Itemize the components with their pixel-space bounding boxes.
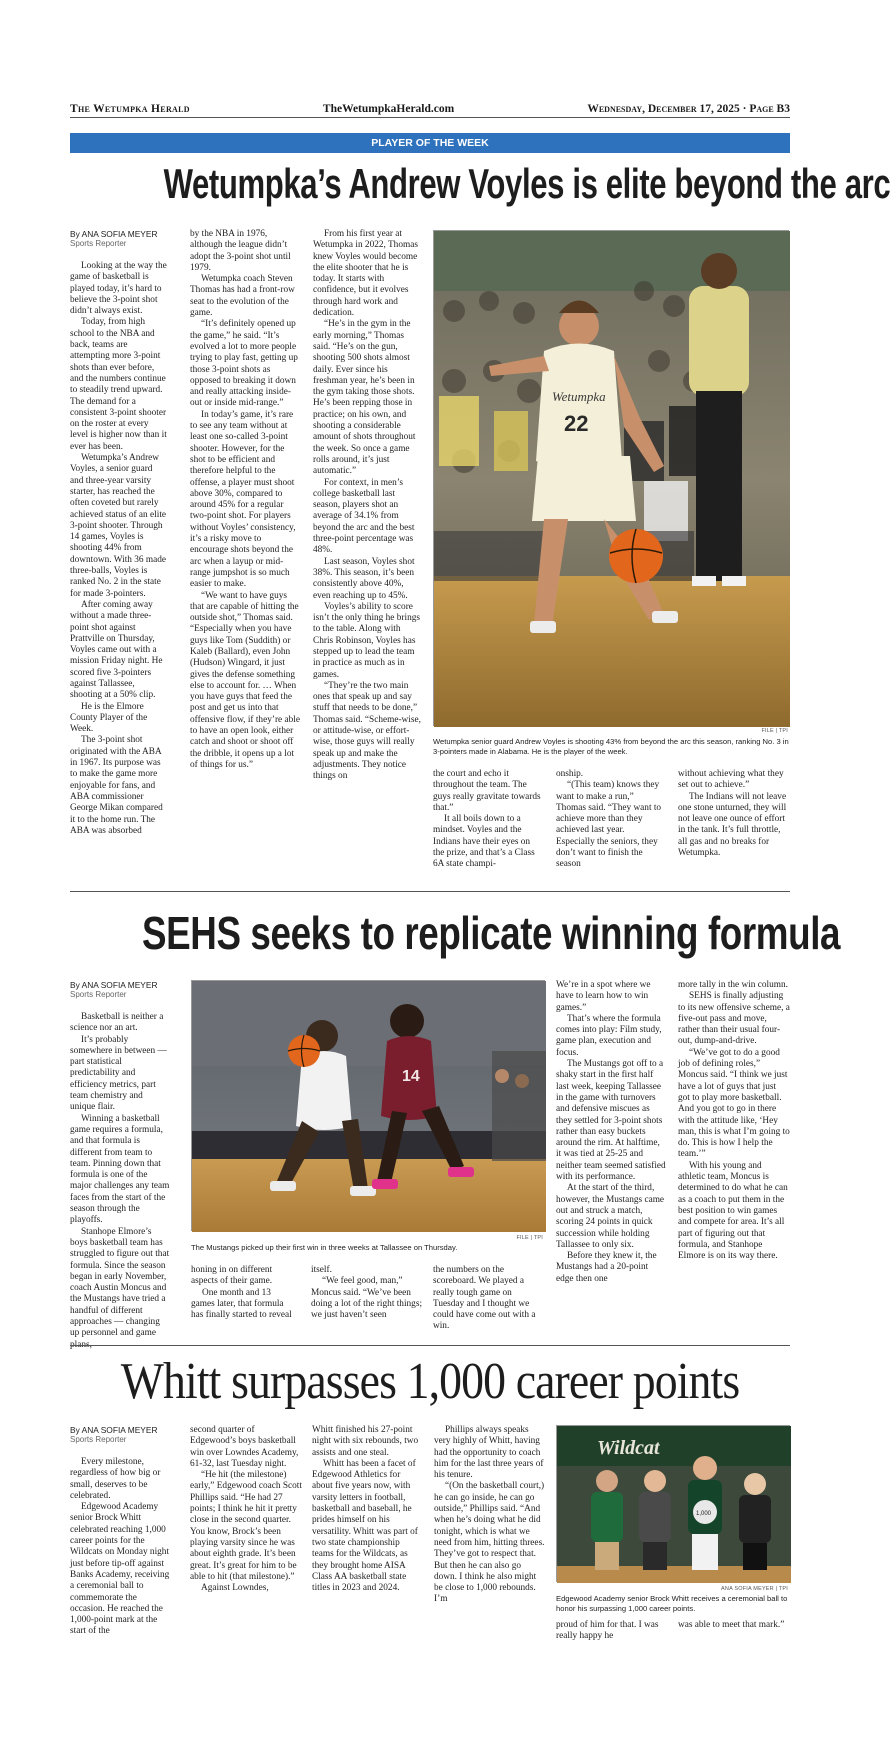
paragraph: Stanhope Elmore’s boys basketball team has struggled to figure out that formula. Since the season began in early November, coach Austin Moncus and the Mustangs have tried a handful of different approaches — changing up personnel and game [70, 1226, 170, 1339]
paragraph: Whitt finished his 27-point night with six rebounds, two assists and one steal. [312, 1425, 419, 1458]
paragraph: From his first year at Wetumpka in 2022, Thomas knew Voyles would become the elite shooter that he is today. It starts with confidence, but it evolves through hard work and dedication. [313, 229, 418, 319]
story1-column-5 [556, 769, 664, 881]
paragraph: “He hit (the milestone) early,” Edgewood coach Scott Phillips said. “He had 27 points; I think he hit it pretty close in the second quarter. You know, Brock’s been playing varsity since he was about eighth grade. It’s been great. It’s great for him to be able to hit (that milestone).” [190, 1470, 302, 1582]
story3-column-4 [434, 1425, 546, 1675]
section-kicker: PLAYER OF THE WEEK [70, 133, 790, 153]
paragraph: Phillips always speaks very highly of Whitt, having had the opportunity to coach him for the last three years of his tenure. [434, 1425, 544, 1481]
story1-column-2 [190, 229, 300, 877]
paragraph: “It’s definitely opened up the game,” he said. “It’s evolved a lot to more people trying to play fast, getting up those 3-point shots as opposed to breaking it down and really attacking inside-out or inside mid-range.” [190, 319, 298, 409]
paragraph: The 3-point shot originated with the ABA in 1967. Its purpose was to make the game more enjoyable for fans, and ABA commissioner George Mikan compared it to the home run. The ABA was absorbed [70, 735, 163, 836]
story2-photo [191, 980, 545, 1231]
story1-column-1 [70, 229, 168, 877]
story1-headline: Wetumpka’s Andrew Voyles is elite beyond the arc [163, 160, 890, 207]
paragraph: For context, in men’s college basketball last season, players shot an average of 34.1% from beyond the arc and the best three-point percentage was 48%. [313, 477, 415, 556]
story3-column-1 [70, 1425, 170, 1675]
story2-role: Sports Reporter [70, 990, 127, 999]
paragraph: He is the Elmore County Player of the Week. [70, 701, 148, 735]
jersey-text: Wetumpka [552, 389, 606, 404]
paragraph: At the start of the third, however, the Mustangs came out and struck a match, scoring 24 points in quick succession while holding Tallassee to only six. [556, 1183, 665, 1250]
jersey-number: 22 [564, 411, 589, 436]
paragraph: onship. [556, 769, 584, 779]
paragraph: With his young and athletic team, Moncus is determined to do what he can as a coach to put them in the best position to win games and compete for area. It’s all part of figuring out that formula, and Stanhope Elmore is on its way there. [678, 1160, 788, 1262]
story3-photo-caption: Edgewood Academy senior Brock Whitt receives a ceremonial ball to honor his surpassing 1,000 career points. [556, 1594, 788, 1613]
story2-byline: By ANA SOFIA MEYER [70, 980, 158, 990]
story2-column-1 [70, 980, 170, 1340]
paragraph: SEHS is finally adjusting to its new offensive scheme, a five-out pass and move, rather than their usual four-out, dump-and-drive. [678, 991, 790, 1047]
paragraph: That’s where the formula comes into play: Film study, game plan, execution and focus. [556, 1013, 662, 1058]
paragraph: “We’ve got to do a good job of defining roles,” Moncus said. “I think we just have a lot of guys that just got to play more basketball. And you got to go in there with the attitude like, ‘Hey man, this is what I’m going to do. This is how I help the team.’” [678, 1047, 790, 1160]
story2-column-6 [678, 980, 790, 1340]
paragraph: Every milestone, regardless of how big or small, deserves to be celebrated. [70, 1457, 161, 1501]
paragraph: without achieving what they set out to achieve.” [678, 769, 784, 791]
story1-role: Sports Reporter [70, 239, 127, 248]
basketball-game-action-image [192, 981, 546, 1232]
dateline: Wednesday, December 17, 2025 · Page B3 [587, 103, 790, 115]
story2-column-4 [433, 1265, 545, 1340]
story1-photo-credit: FILE | TPI [761, 728, 788, 734]
paragraph: In today’s game, it’s rare to see any team without at least one so-called 3-point shooter. However, for the shot to be efficient and therefore helpful to the offense, a player must shoot above 30%, compared to around 45% for a regular two-point shot. For players without Voyles’ consistency, it’s a risky move to encourage shots beyond the arc when a layup or mid-range jumpshot is so much easier to make. [190, 409, 296, 590]
paragraph: Before they knew it, the Mustangs had a 20-point edge then one [556, 1251, 657, 1284]
section-divider [70, 1345, 790, 1346]
paragraph: Wetumpka coach Steven Thomas has had a front-row seat to the evolution of the game. [190, 274, 295, 319]
paragraph: the numbers on the scoreboard. We played a really tough game on Tuesday and I thought we could have come out with a win. [433, 1265, 536, 1332]
section-divider [70, 891, 790, 892]
paragraph: Last season, Voyles shot 38%. This season, it’s been consistently above 40%, even reaching up to 45%. [313, 556, 415, 601]
banner-text: Wildcat [597, 1437, 660, 1459]
paragraph: the court and echo it throughout the team. The guys really gravitate towards that.” [433, 769, 541, 813]
paragraph: It all boils down to a mindset. Voyles and the Indians have their eyes on the prize, and that’s a Class 6A state champi- [433, 814, 535, 870]
story3-photo [556, 1425, 790, 1582]
paragraph: by the NBA in 1976, although the league didn’t adopt the 3-point shot until 1979. [190, 229, 291, 273]
paragraph: Voyles’s ability to score isn’t the only thing he brings to the table. Along with Chris Robinson, Voyles has stepped up to lead the team in practice as much as in games. [313, 601, 420, 680]
paragraph: Winning a basketball game requires a formula, and that formula is different from team to team. Pinning down that formula is one of the major challenges any team faces from the start of the season through the playoffs. [70, 1113, 170, 1226]
paragraph: Edgewood Academy senior Brock Whitt celebrated reaching 1,000 career points for the Wildcats on Monday night just before tip-off against Banks Academy, receiving a ceremonial ball to commemorate the occasion. He reached the 1,000-point mark at the start of the [70, 1502, 170, 1637]
paragraph: Whitt has been a facet of Edgewood Athletics for about five years now, with varsity letters in football, basketball and baseball, he prides himself on his versatility. Whitt was part of two state championship teams for the Wildcats, as they brought home AISA Class AA basketball state titles in 2023 and 2024. [312, 1458, 418, 1594]
paragraph: “We feel good, man,” Moncus said. “We’ve been doing a lot of the right things; we just haven’t seen [311, 1276, 423, 1321]
story1-photo [433, 230, 789, 726]
paragraph: Wetumpka’s Andrew Voyles, a senior guard and three-year varsity starter, has reached the often coveted but rarely achieved status of an elite 3-point shooter. Through 14 games, Voyles is shooting 44% from downtown. With 36 made three-balls, Voyles is ranked No. 2 in the state for made 3-pointers. [70, 453, 167, 599]
paragraph: Against Lowndes, [201, 1583, 269, 1594]
paragraph: “He’s in the gym in the early morning,” Thomas said. “He’s on the gun, shooting 500 shots almost daily. Ever since his freshman year, he’s been in the gym taking those shots. He’s been repping those in practice; on his own, and shooting a considerable amount of shots throughout the week. So once a game rolls around, it’s just automatic.” [313, 319, 416, 477]
paragraph: Basketball is neither a science nor an art. [70, 1012, 164, 1034]
story3-column-3 [312, 1425, 422, 1675]
paragraph: The Indians will not leave one stone unturned, they will not leave one ounce of effort in the tank. It’s full throttle, all gas and no breaks for Wetumpka. [678, 791, 787, 859]
paragraph: “They’re the two main ones that speak up and say stuff that needs to be done,” Thomas said. “Scheme-wise, or attitude-wise, or effort-wise, those guys will really speak up and make the adjustments. They notice things on [313, 680, 421, 782]
paragraph: One month and 13 games later, that formula has finally started to reveal [191, 1287, 292, 1321]
story1-column-6 [678, 769, 790, 881]
paragraph: “We want to have guys that are capable of hitting the outside shot,” Thomas said. “Especially when you have guys like Tom (Suddith) or Kaleb (Ballard), even John (Hudson) Wingard, it just gives the defense something else to account for. … When you have guys that feed the post and get us into that offensive flow, if they’re able to have an open look, either catch and shoot or shoot off the dribble, it opens up a lot of things for us.” [190, 590, 300, 770]
paragraph: We’re in a spot where we have to learn how to win games.” [556, 980, 651, 1013]
paragraph: proud of him for that. I was really happy he [556, 1620, 659, 1642]
paragraph: “(This team) knows they want to make a run,” Thomas said. “They want to achieve more than they achieved last year. Especially the seniors, they don’t want to finish the season [556, 780, 662, 870]
story3-photo-credit: ANA SOFIA MEYER | TPI [721, 1586, 788, 1592]
story2-photo-caption: The Mustangs picked up their first win in three weeks at Tallassee on Thursday. [191, 1243, 458, 1252]
website-link[interactable]: TheWetumpkaHerald.com [322, 103, 455, 115]
story3-byline: By ANA SOFIA MEYER [70, 1425, 158, 1435]
paragraph: After coming away without a made three-point shot against Prattville on Thursday, Voyles came out with a mission Friday night. He scored five 3-pointers against Tallassee, shooting at a 50% clip. [70, 599, 163, 701]
paragraph: was able to meet that mark.” [678, 1620, 785, 1630]
story3-column-5 [556, 1620, 664, 1675]
paragraph: more tally in the win column. [678, 980, 788, 990]
story2-column-2 [191, 1265, 297, 1340]
ball-text: 1,000 [696, 1511, 712, 1517]
story3-role: Sports Reporter [70, 1435, 127, 1444]
paragraph: The Mustangs got off to a shaky start in the first half last week, keeping Tallassee in the game with turnovers and defensive miscues as they settled for 3-point shots rather than easy buckets around the rim. At halftime, it was tied at 25-25 and neither team seemed satisfied with its performance. [556, 1059, 666, 1183]
story2-photo-credit: FILE | TPI [516, 1235, 543, 1241]
masthead [70, 99, 790, 115]
story1-column-3 [313, 229, 421, 877]
story2-headline: SEHS seeks to replicate winning formula [142, 907, 841, 959]
paragraph: It’s probably somewhere in between — part statistical predictability and efficiency metrics, part team chemistry and unique flair. [70, 1034, 167, 1113]
story3-column-2 [190, 1425, 302, 1675]
basketball-player-dribbling-image [434, 231, 790, 727]
story1-byline: By ANA SOFIA MEYER [70, 229, 158, 239]
story2-column-5 [556, 980, 666, 1340]
story3-column-6 [678, 1620, 790, 1675]
paragraph: second quarter of Edgewood’s boys basketball win over Lowndes Academy, 61-32, last Tuesday night. [190, 1425, 299, 1469]
story2-column-3 [311, 1265, 423, 1340]
paragraph: Today, from high school to the NBA and back, teams are attempting more 3-point shots than ever before, and the numbers continue to steadily trend upward. The demand for a consistent 3-point shooter on the roster at every level is higher now than it ever has been. [70, 317, 167, 452]
story1-photo-caption: Wetumpka senior guard Andrew Voyles is shooting 43% from beyond the arc this season, ranking No. 3 in 3-pointers made in Alabama. He is the player of the week. [433, 737, 789, 756]
paragraph: “(On the basketball court,) he can go inside, he can go outside,” Phillips said. “And when he’s doing what he did tonight, which is what we need from him, hitting threes. They’ve got to respect that. But then he can also go down. I think he also might be close to 1,000 rebounds. I’m [434, 1481, 545, 1605]
jersey-number: 14 [402, 1068, 420, 1085]
story1-column-4 [433, 769, 541, 881]
newspaper-name: The Wetumpka Herald [70, 103, 190, 115]
masthead-rule [70, 117, 790, 118]
paragraph: Looking at the way the game of basketball is played today, it’s hard to believe the 3-point shot didn’t always exist. [70, 261, 167, 317]
ceremonial-ball-presentation-image [557, 1426, 791, 1583]
paragraph: itself. [311, 1265, 332, 1275]
story3-headline: Whitt surpasses 1,000 career points [120, 1353, 740, 1410]
paragraph: honing in on different aspects of their game. [191, 1265, 273, 1287]
